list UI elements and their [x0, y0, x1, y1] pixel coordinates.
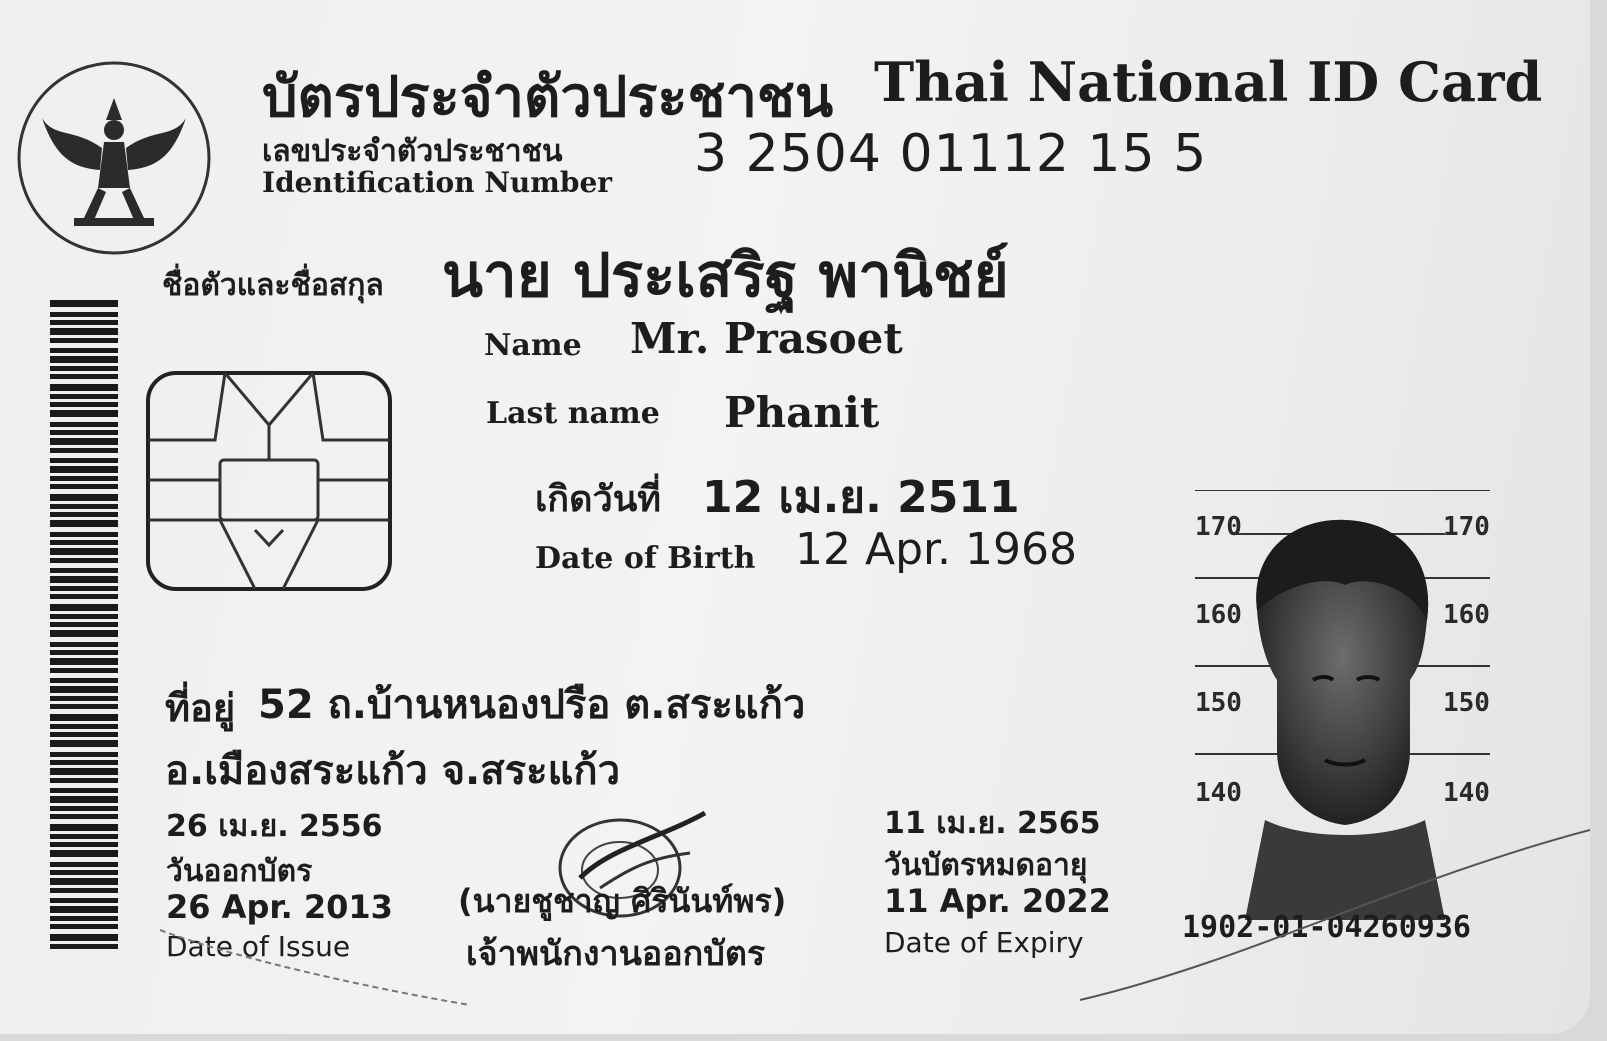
name-label-en: Name [484, 328, 582, 363]
officer-name: (นายชูชาญ ศิรินันท์พร) [458, 882, 787, 920]
card-serial: 1902-01-04260936 [1182, 910, 1471, 945]
id-label-en: Identification Number [262, 166, 613, 199]
id-number: 3 2504 01112 15 5 [694, 124, 1208, 184]
scale-right-160: 160 [1443, 600, 1490, 630]
name-th: นาย ประเสริฐ พานิชย์ [442, 241, 1009, 311]
id-label-th: เลขประจำตัวประชาชน [262, 134, 563, 169]
scale-right-140: 140 [1443, 778, 1490, 808]
card-title-th: บัตรประจำตัวประชาชน [262, 65, 834, 130]
lastname-en: Phanit [724, 388, 880, 437]
expiry-label-th: วันบัตรหมดอายุ [884, 848, 1088, 883]
address-label-th: ที่อยู่ [165, 686, 236, 730]
dob-th: 12 เม.ย. 2511 [702, 472, 1020, 523]
address-line-2: อ.เมืองสระแก้ว จ.สระแก้ว [165, 748, 621, 794]
scale-right-150: 150 [1443, 688, 1490, 718]
card-title-en: Thai National ID Card [874, 50, 1543, 114]
expiry-label-en: Date of Expiry [884, 926, 1084, 959]
scale-left-150: 150 [1195, 688, 1242, 718]
scale-left-160: 160 [1195, 600, 1242, 630]
name-en: Mr. Prasoet [630, 314, 903, 363]
issue-label-en: Date of Issue [166, 930, 351, 963]
scale-right-170: 170 [1443, 512, 1490, 542]
lastname-label-en: Last name [486, 396, 660, 431]
issue-date-th: 26 เม.ย. 2556 [166, 809, 383, 844]
name-label-th: ชื่อตัวและชื่อสกุล [162, 268, 384, 303]
address-line-1: 52 ถ.บ้านหนองปรือ ต.สระแก้ว [258, 682, 806, 728]
scale-left-170: 170 [1195, 512, 1242, 542]
scale-left-140: 140 [1195, 778, 1242, 808]
issue-label-th: วันออกบัตร [166, 854, 313, 889]
issue-date-en: 26 Apr. 2013 [166, 888, 393, 926]
expiry-date-en: 11 Apr. 2022 [884, 882, 1111, 920]
officer-title: เจ้าพนักงานออกบัตร [466, 934, 766, 974]
expiry-date-th: 11 เม.ย. 2565 [884, 806, 1101, 841]
dob-label-th: เกิดวันที่ [535, 479, 662, 520]
dob-en: 12 Apr. 1968 [795, 524, 1078, 575]
dob-label-en: Date of Birth [535, 541, 756, 576]
